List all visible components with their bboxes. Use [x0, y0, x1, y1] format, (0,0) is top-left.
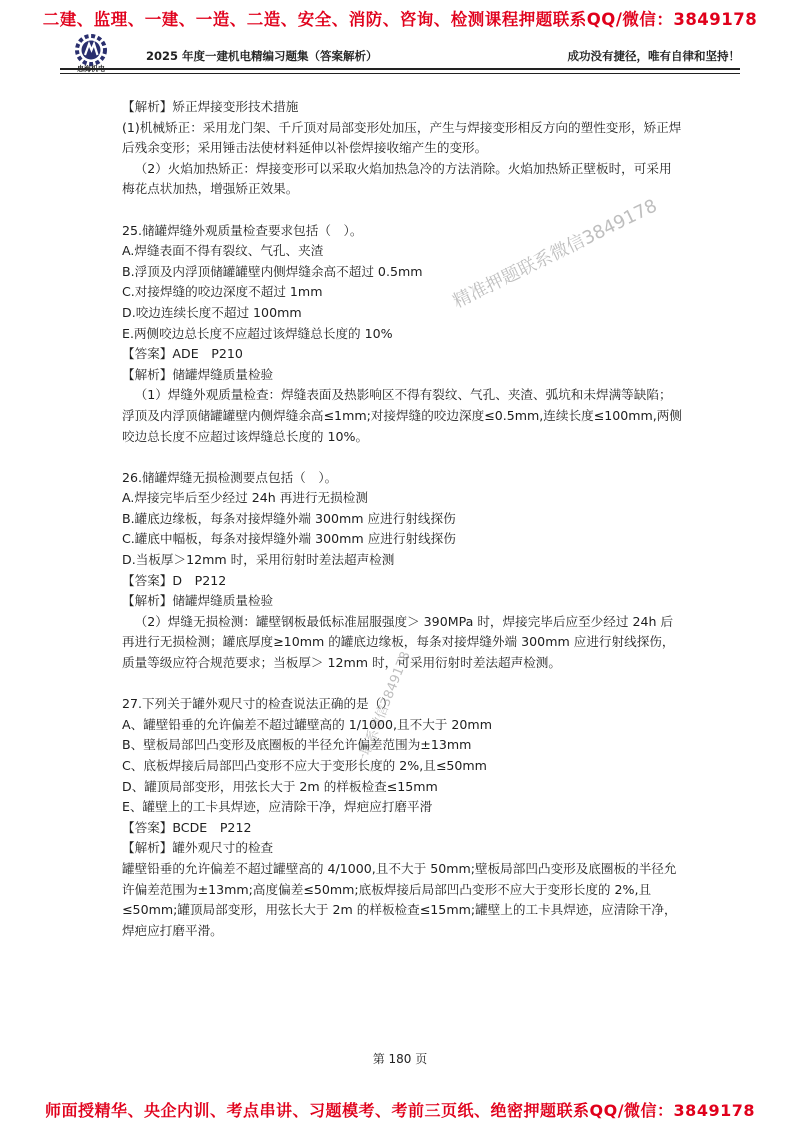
option-b: B.罐底边缘板，每条对接焊缝外端 300mm 应进行射线探伤	[122, 510, 456, 526]
page-number: 第 180 页	[372, 1052, 428, 1066]
analysis-text: (1)机械矫正：采用龙门架、千斤顶对局部变形处加压，产生与焊接变形相反方向的塑性变形，矫正焊后残余变形；采用锤击法使材料延伸以补偿焊接收缩产生的变形。	[122, 119, 682, 156]
header-divider	[60, 68, 740, 70]
gear-logo-icon	[74, 34, 108, 66]
option-d: D、罐顶局部变形，用弦长大于 2m 的样板检查≤15mm	[122, 778, 438, 794]
analysis-heading: 【解析】储罐焊缝质量检验	[122, 593, 274, 609]
document-title: 2025 年度一建机电精编习题集（答案解析）	[146, 49, 378, 63]
analysis-text: （2）火焰加热矫正：焊接变形可以采取火焰加热急冷的方法消除。火焰加热矫正壁板时，可采用梅花点状加热，增强矫正效果。	[122, 160, 672, 197]
option-b: B、壁板局部凹凸变形及底圈板的半径允许偏差范围为±13mm	[122, 737, 472, 753]
analysis-heading: 【解析】罐外观尺寸的检查	[122, 840, 274, 856]
brand-logo	[68, 34, 114, 78]
analysis-text: 罐壁铅垂的允许偏差不超过罐壁高的 4/1000,且不大于 50mm;壁板局部凹凸变形及底圈板的半径允许偏差范围为±13mm;高度偏差≤50mm;底板焊接后局部凹凸变形不应大于变形长度的 2%,且≤50mm;罐顶局部变形，用弦长大于 2m 的样板检查≤15mm;罐壁上的工卡具焊迹，应清除干净，焊疤应打磨平滑。	[122, 860, 677, 938]
option-e: E.两侧咬边总长度不应超过该焊缝总长度的 10%	[122, 325, 393, 341]
analysis-text: （2）焊缝无损检测：罐壁钢板最低标准屈服强度＞ 390MPa 时，焊接完毕后应至少经过 24h 后再进行无损检测；罐底厚度≥10mm 的罐底边缘板，每条对接焊缝外端 300mm 应进行射线探伤，质量等级应符合规范要求；当板厚＞ 12mm 时，可采用衍射时差法超声检测。	[122, 613, 675, 671]
option-c: C.罐底中幅板，每条对接焊缝外端 300mm 应进行射线探伤	[122, 531, 456, 547]
answer-27: 【答案】BCDE P212	[122, 819, 252, 835]
option-a: A.焊接完毕后至少经过 24h 再进行无损检测	[122, 490, 368, 506]
option-e: E、罐壁上的工卡具焊迹，应清除干净，焊疤应打磨平滑	[122, 799, 433, 815]
question-25: 25.储罐焊缝外观质量检查要求包括（ ）。	[122, 222, 363, 238]
promo-banner-bottom: 师面授精华、央企内训、考点串讲、习题模考、考前三页纸、绝密押题联系QQ/微信：3849178	[45, 1101, 755, 1120]
option-d: D.咬边连续长度不超过 100mm	[122, 304, 302, 320]
option-d: D.当板厚＞12mm 时，采用衍射时差法超声检测	[122, 552, 395, 568]
option-a: A、罐壁铅垂的允许偏差不超过罐壁高的 1/1000,且不大于 20mm	[122, 716, 492, 732]
question-27: 27.下列关于罐外观尺寸的检查说法正确的是（）	[122, 696, 394, 712]
option-a: A.焊缝表面不得有裂纹、气孔、夹渣	[122, 243, 324, 259]
analysis-text: （1）焊缝外观质量检查：焊缝表面及热影响区不得有裂纹、气孔、夹渣、弧坑和未焊满等缺陷；浮顶及内浮顶储罐罐壁内侧焊缝余高≤1mm;对接焊缝的咬边深度≤0.5mm,连续长度≤100mm,两侧咬边总长度不应超过该焊缝总长度的 10%。	[122, 387, 682, 444]
answer-26: 【答案】D P212	[122, 572, 227, 588]
analysis-heading: 【解析】储罐焊缝质量检验	[122, 366, 274, 382]
watermark: 精准押题联系微信3849178	[449, 195, 661, 313]
analysis-heading: 【解析】矫正焊接变形技术措施	[122, 99, 299, 114]
watermark: 一联系微信3849178	[353, 649, 414, 770]
option-c: C.对接焊缝的咬边深度不超过 1mm	[122, 284, 323, 300]
question-26: 26.储罐焊缝无损检测要点包括（ ）。	[122, 469, 338, 485]
option-c: C、底板焊接后局部凹凸变形不应大于变形长度的 2%,且≤50mm	[122, 758, 487, 773]
promo-banner-top: 二建、监理、一建、一造、二造、安全、消防、咨询、检测课程押题联系QQ/微信：3849178	[42, 10, 758, 29]
option-b: B.浮顶及内浮顶储罐罐壁内侧焊缝余高不超过 0.5mm	[122, 263, 423, 279]
header-divider-thin	[60, 73, 740, 74]
page-header	[60, 34, 740, 78]
header-motto: 成功没有捷径，唯有自律和坚持！	[567, 49, 740, 63]
answer-25: 【答案】ADE P210	[122, 346, 243, 362]
logo-text: 忠海机电	[77, 65, 105, 73]
